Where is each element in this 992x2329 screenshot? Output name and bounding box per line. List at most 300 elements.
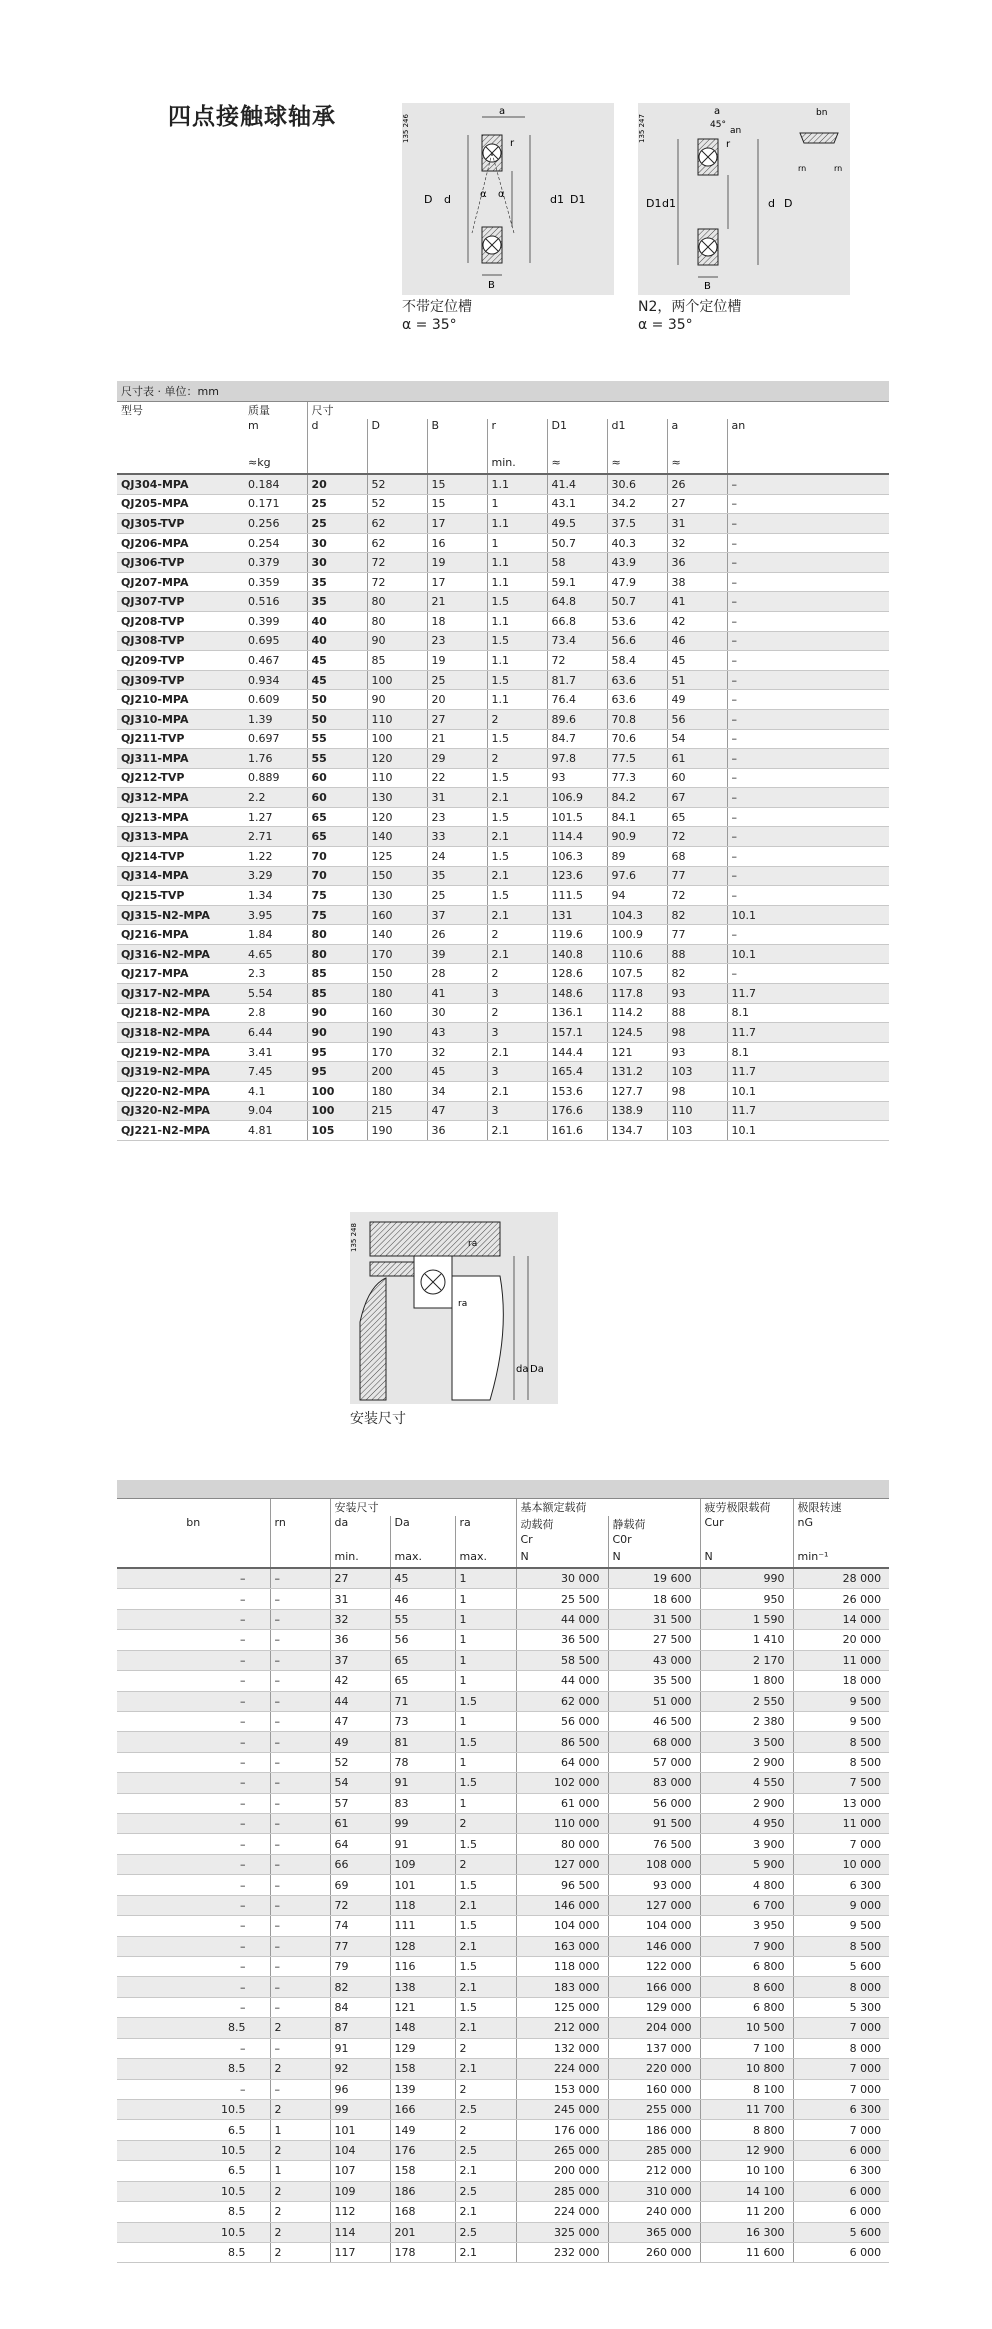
table-cell: 98	[667, 1023, 727, 1043]
table-cell: –	[270, 2079, 330, 2099]
table-cell: 2.8	[244, 1003, 307, 1023]
table-cell: 109	[330, 2181, 390, 2201]
table-cell: 10.5	[117, 2222, 270, 2242]
table-cell: 2	[270, 2059, 330, 2079]
table-row	[117, 1854, 889, 1874]
table-cell: 20	[427, 690, 487, 710]
table-cell: 107.5	[607, 964, 667, 984]
table-cell: 56 000	[608, 1793, 700, 1813]
table-cell: 260 000	[608, 2242, 700, 2262]
table-row	[117, 1752, 889, 1772]
table-cell: 190	[367, 1023, 427, 1043]
table-cell: –	[727, 866, 889, 886]
table-cell: 19	[427, 651, 487, 671]
table-cell: 83	[390, 1793, 455, 1813]
table-cell: 93	[667, 984, 727, 1004]
cell-model: QJ320-N2-MPA	[117, 1101, 244, 1121]
table-cell: 119.6	[547, 925, 607, 945]
table-cell: 138	[390, 1977, 455, 1997]
table-cell: 3.29	[244, 866, 307, 886]
table-cell: 114	[330, 2222, 390, 2242]
table-cell: 43 000	[608, 1650, 700, 1670]
table-cell: 83 000	[608, 1773, 700, 1793]
table-cell: 91	[390, 1834, 455, 1854]
table-cell: 2	[270, 2242, 330, 2262]
load-table	[117, 1480, 889, 2263]
table-cell: 100.9	[607, 925, 667, 945]
table-cell: 65	[307, 827, 367, 847]
table-cell: 45	[307, 670, 367, 690]
table-cell: 82	[330, 1977, 390, 1997]
table-cell: –	[270, 1568, 330, 1589]
table-cell: 11 200	[700, 2202, 793, 2222]
table-row	[117, 1650, 889, 1670]
table-cell: 70	[307, 866, 367, 886]
cell-model: QJ207-MPA	[117, 572, 244, 592]
table-cell: 7 100	[700, 2038, 793, 2058]
table-cell: 34.2	[607, 494, 667, 514]
table-cell: 80	[367, 592, 427, 612]
table-cell: 163 000	[516, 1936, 608, 1956]
table-cell: 138.9	[607, 1101, 667, 1121]
table-cell: –	[270, 1589, 330, 1609]
table-cell: 150	[367, 866, 427, 886]
table-cell: 66	[330, 1854, 390, 1874]
table-cell: 0.609	[244, 690, 307, 710]
col-header-Da: Da	[390, 1516, 455, 1533]
table-row	[117, 1101, 889, 1121]
table-cell: 2.2	[244, 788, 307, 808]
col-header-D: D	[367, 419, 427, 436]
table-cell: –	[270, 1834, 330, 1854]
table-cell: 11.7	[727, 984, 889, 1004]
table-cell: 30 000	[516, 1568, 608, 1589]
table-cell: 136.1	[547, 1003, 607, 1023]
table-cell: 118	[390, 1895, 455, 1915]
table-cell: 47	[330, 1711, 390, 1731]
table-cell: 98	[667, 1081, 727, 1101]
table-cell: 109	[390, 1854, 455, 1874]
cell-model: QJ208-TVP	[117, 612, 244, 632]
figure1-caption-line1: 不带定位槽	[402, 299, 472, 315]
table-cell: 77	[667, 866, 727, 886]
table-cell: 127 000	[608, 1895, 700, 1915]
table-cell: 18 600	[608, 1589, 700, 1609]
table-cell: 2.1	[487, 944, 547, 964]
table-cell: 58	[547, 553, 607, 573]
table-cell: 176 000	[516, 2120, 608, 2140]
dim-label-rn: rn	[798, 164, 807, 173]
table-cell: 178	[390, 2242, 455, 2262]
table-cell: 5 600	[793, 1957, 889, 1977]
table-cell: 70	[307, 846, 367, 866]
table-cell: 63.6	[607, 690, 667, 710]
table-cell: 114.4	[547, 827, 607, 847]
table-cell: 23	[427, 631, 487, 651]
table-cell: 2.1	[455, 2202, 516, 2222]
table-cell: 56	[667, 709, 727, 729]
table-cell: 100	[307, 1081, 367, 1101]
table-cell: 1	[270, 2161, 330, 2181]
table-cell: 1.5	[455, 1957, 516, 1977]
table-cell: 0.379	[244, 553, 307, 573]
cell-model: QJ205-MPA	[117, 494, 244, 514]
table-cell: 1.5	[455, 1875, 516, 1895]
table-cell: 85	[367, 651, 427, 671]
table-row	[117, 1003, 889, 1023]
table-cell: 7 000	[793, 2120, 889, 2140]
table-cell: 32	[667, 533, 727, 553]
table-cell: 56 000	[516, 1711, 608, 1731]
table-cell: 57	[330, 1793, 390, 1813]
table-cell: 148	[390, 2018, 455, 2038]
table-row	[117, 964, 889, 984]
figure1-caption-line2: α = 35°	[402, 317, 457, 333]
table-cell: 52	[367, 494, 427, 514]
cell-model: QJ218-N2-MPA	[117, 1003, 244, 1023]
table-cell: –	[270, 1793, 330, 1813]
table-cell: 1.5	[487, 807, 547, 827]
col-header-bn: bn	[186, 1516, 201, 1529]
table-cell: 36	[667, 553, 727, 573]
table-cell: 0.889	[244, 768, 307, 788]
table-cell: 68	[667, 846, 727, 866]
table-cell: 50	[307, 709, 367, 729]
table-cell: 2	[455, 2120, 516, 2140]
table-cell: 310 000	[608, 2181, 700, 2201]
table-cell: –	[117, 1773, 270, 1793]
table-row	[117, 1081, 889, 1101]
table-cell: 7 500	[793, 1773, 889, 1793]
cell-model: QJ310-MPA	[117, 709, 244, 729]
cell-model: QJ212-TVP	[117, 768, 244, 788]
table-cell: 121	[607, 1042, 667, 1062]
table-cell: 104 000	[608, 1916, 700, 1936]
table-cell: –	[117, 1814, 270, 1834]
table-cell: 45	[427, 1062, 487, 1082]
table-cell: 5 300	[793, 1997, 889, 2017]
table-row	[117, 1977, 889, 1997]
table-cell: 170	[367, 944, 427, 964]
table-cell: –	[270, 1957, 330, 1977]
table-cell: 186	[390, 2181, 455, 2201]
table-cell: 2.1	[487, 1042, 547, 1062]
table-cell: 200 000	[516, 2161, 608, 2181]
table-cell: 62	[367, 533, 427, 553]
table-cell: 3 500	[700, 1732, 793, 1752]
table-row	[117, 2038, 889, 2058]
table-cell: 9 500	[793, 1691, 889, 1711]
table-cell: 40.3	[607, 533, 667, 553]
table-cell: 1.5	[487, 631, 547, 651]
table-cell: 64	[330, 1834, 390, 1854]
table-cell: 2 900	[700, 1752, 793, 1772]
table-cell: 46	[390, 1589, 455, 1609]
table-cell: –	[270, 1691, 330, 1711]
col-header-C0r: C0r	[608, 1533, 700, 1550]
table-cell: 240 000	[608, 2202, 700, 2222]
table-cell: 121	[390, 1997, 455, 2017]
table-cell: 2.1	[455, 2161, 516, 2181]
cell-model: QJ318-N2-MPA	[117, 1023, 244, 1043]
unit-min: min.	[487, 456, 547, 474]
table-cell: 204 000	[608, 2018, 700, 2038]
table-cell: –	[270, 2038, 330, 2058]
table-cell: 10.5	[117, 2140, 270, 2160]
table-cell: 2 550	[700, 1691, 793, 1711]
dim-label-D: D	[784, 197, 793, 210]
unit-approx: ≈	[607, 456, 667, 474]
table-cell: 170	[367, 1042, 427, 1062]
table-cell: 100	[367, 729, 427, 749]
unit-kg: ≈kg	[244, 456, 307, 474]
table-cell: –	[727, 690, 889, 710]
table-cell: 130	[367, 788, 427, 808]
table-cell: 33	[427, 827, 487, 847]
table-cell: 1	[487, 533, 547, 553]
table-cell: –	[727, 768, 889, 788]
table-cell: 19 600	[608, 1568, 700, 1589]
table-cell: 15	[427, 494, 487, 514]
dimension-table-body	[117, 381, 889, 1140]
table-cell: 224 000	[516, 2059, 608, 2079]
table-cell: 1 590	[700, 1609, 793, 1629]
table-cell: 49	[667, 690, 727, 710]
table-row	[117, 1895, 889, 1915]
table-cell: 10.1	[727, 944, 889, 964]
table-cell: 40	[307, 612, 367, 632]
table-cell: 285 000	[516, 2181, 608, 2201]
unit-approx: ≈	[667, 456, 727, 474]
table-cell: 30	[427, 1003, 487, 1023]
table-cell: 127.7	[607, 1081, 667, 1101]
col-header-Cur: Cur	[700, 1516, 793, 1533]
table-cell: 134.7	[607, 1121, 667, 1141]
table-cell: 44 000	[516, 1671, 608, 1691]
table-row	[117, 749, 889, 769]
unit-N: N	[700, 1550, 793, 1568]
table-cell: 2.1	[487, 1121, 547, 1141]
table-cell: 32	[427, 1042, 487, 1062]
cell-model: QJ305-TVP	[117, 514, 244, 534]
table-cell: 0.399	[244, 612, 307, 632]
table-cell: 38	[667, 572, 727, 592]
table-cell: 42	[330, 1671, 390, 1691]
table-cell: 111.5	[547, 886, 607, 906]
table-row	[117, 1814, 889, 1834]
table-cell: 31 500	[608, 1609, 700, 1629]
dim-label-alpha: α	[480, 189, 487, 200]
table-cell: 11 700	[700, 2099, 793, 2119]
table-row	[117, 1121, 889, 1141]
bearing-drawing-two-grooves	[638, 103, 850, 295]
table-row	[117, 1568, 889, 1589]
table-cell: 2	[270, 2181, 330, 2201]
table-cell: 166 000	[608, 1977, 700, 1997]
table-row	[117, 494, 889, 514]
table-cell: 140	[367, 827, 427, 847]
table-cell: 4.81	[244, 1121, 307, 1141]
table-cell: 1.84	[244, 925, 307, 945]
table-cell: 2 900	[700, 1793, 793, 1813]
table-cell: 0.359	[244, 572, 307, 592]
cell-model: QJ316-N2-MPA	[117, 944, 244, 964]
table-cell: 85	[307, 984, 367, 1004]
table-cell: 7 900	[700, 1936, 793, 1956]
table-row	[117, 827, 889, 847]
col-header-B: B	[427, 419, 487, 436]
table-cell: 77	[667, 925, 727, 945]
table-row	[117, 651, 889, 671]
dim-label-D: D	[424, 193, 433, 206]
table-cell: 1	[455, 1793, 516, 1813]
table-cell: 1.1	[487, 651, 547, 671]
dim-label-a: a	[499, 106, 506, 117]
table-cell: 139	[390, 2079, 455, 2099]
table-cell: 60	[307, 768, 367, 788]
table-cell: –	[727, 474, 889, 494]
table-cell: 7.45	[244, 1062, 307, 1082]
table-row	[117, 2242, 889, 2262]
table-cell: 11.7	[727, 1023, 889, 1043]
cell-model: QJ214-TVP	[117, 846, 244, 866]
table-cell: –	[270, 1814, 330, 1834]
table-row	[117, 1062, 889, 1082]
table-cell: 44	[330, 1691, 390, 1711]
table-cell: 1.1	[487, 612, 547, 632]
table-cell: 72	[367, 572, 427, 592]
table-cell: 49.5	[547, 514, 607, 534]
table-cell: 92	[330, 2059, 390, 2079]
table-cell: 200	[367, 1062, 427, 1082]
table-cell: 82	[667, 905, 727, 925]
table-cell: –	[270, 1650, 330, 1670]
cell-model: QJ215-TVP	[117, 886, 244, 906]
col-header-mounting: 安装尺寸	[330, 1499, 516, 1517]
table-cell: 2.5	[455, 2181, 516, 2201]
table-row	[117, 2059, 889, 2079]
table-cell: 5.54	[244, 984, 307, 1004]
table-cell: 31	[427, 788, 487, 808]
table-cell: 97.6	[607, 866, 667, 886]
table-cell: –	[727, 886, 889, 906]
table-cell: 73	[390, 1711, 455, 1731]
table-cell: 160 000	[608, 2079, 700, 2099]
table-cell: –	[117, 1589, 270, 1609]
table-cell: –	[727, 749, 889, 769]
table-cell: –	[117, 1936, 270, 1956]
table-cell: 144.4	[547, 1042, 607, 1062]
table-cell: –	[727, 729, 889, 749]
table-cell: 80 000	[516, 1834, 608, 1854]
table-row	[117, 690, 889, 710]
table-cell: 4.1	[244, 1081, 307, 1101]
table-cell: 2.1	[487, 1081, 547, 1101]
table-cell: 8 500	[793, 1752, 889, 1772]
table-cell: 8 000	[793, 2038, 889, 2058]
table-row	[117, 1609, 889, 1629]
table-cell: 61	[667, 749, 727, 769]
table-row	[117, 925, 889, 945]
table-cell: 1.5	[487, 768, 547, 788]
table-cell: –	[117, 1609, 270, 1629]
table-cell: 161.6	[547, 1121, 607, 1141]
table-row	[117, 1997, 889, 2017]
table-cell: 20	[307, 474, 367, 494]
table-row	[117, 514, 889, 534]
dim-label-D1: D1	[570, 193, 586, 206]
col-header-mass: 质量	[248, 404, 270, 417]
table-cell: 62	[367, 514, 427, 534]
table-cell: 2	[270, 2222, 330, 2242]
table-cell: 215	[367, 1101, 427, 1121]
table-row	[117, 1691, 889, 1711]
cell-model: QJ221-N2-MPA	[117, 1121, 244, 1141]
dim-label-r: r	[726, 139, 731, 150]
table-row	[117, 1042, 889, 1062]
table-cell: 72	[330, 1895, 390, 1915]
table-cell: 158	[390, 2161, 455, 2181]
unit-approx: ≈	[547, 456, 607, 474]
dim-label-da: da	[516, 1364, 529, 1375]
table-cell: 64.8	[547, 592, 607, 612]
table-cell: 160	[367, 1003, 427, 1023]
table-cell: 104 000	[516, 1916, 608, 1936]
table-cell: 7 000	[793, 2079, 889, 2099]
table-cell: 0.934	[244, 670, 307, 690]
table-cell: 100	[307, 1101, 367, 1121]
table-cell: 45	[307, 651, 367, 671]
table-cell: 24	[427, 846, 487, 866]
table-cell: 25 500	[516, 1589, 608, 1609]
table-row	[117, 553, 889, 573]
cell-model: QJ312-MPA	[117, 788, 244, 808]
table-cell: 1	[487, 494, 547, 514]
table-row	[117, 1711, 889, 1731]
table-cell: –	[117, 1997, 270, 2017]
table-cell: –	[270, 1916, 330, 1936]
figure2-caption-line2: α = 35°	[638, 317, 693, 333]
table-cell: 72	[667, 886, 727, 906]
table-cell: 1	[455, 1609, 516, 1629]
table-row	[117, 729, 889, 749]
table-cell: 1	[455, 1711, 516, 1731]
table-cell: 73.4	[547, 631, 607, 651]
table-cell: –	[117, 1630, 270, 1650]
table-cell: 27	[330, 1568, 390, 1589]
table-cell: 28	[427, 964, 487, 984]
table-cell: –	[727, 670, 889, 690]
table-cell: 76.4	[547, 690, 607, 710]
figure3-caption: 安装尺寸	[350, 1411, 406, 1427]
table-cell: 125 000	[516, 1997, 608, 2017]
table-cell: 44 000	[516, 1609, 608, 1629]
table-row	[117, 886, 889, 906]
table-cell: 25	[427, 670, 487, 690]
table-cell: 106.9	[547, 788, 607, 808]
table-cell: 1 410	[700, 1630, 793, 1650]
table-cell: 31	[330, 1589, 390, 1609]
table-cell: 2.1	[487, 905, 547, 925]
col-header-d1: d1	[607, 419, 667, 436]
table-cell: 1	[455, 1752, 516, 1772]
table-cell: 180	[367, 1081, 427, 1101]
table-cell: 50.7	[547, 533, 607, 553]
table-cell: 101.5	[547, 807, 607, 827]
col-header-static: 静载荷	[608, 1516, 700, 1533]
table-cell: 212 000	[608, 2161, 700, 2181]
table-cell: 82	[667, 964, 727, 984]
